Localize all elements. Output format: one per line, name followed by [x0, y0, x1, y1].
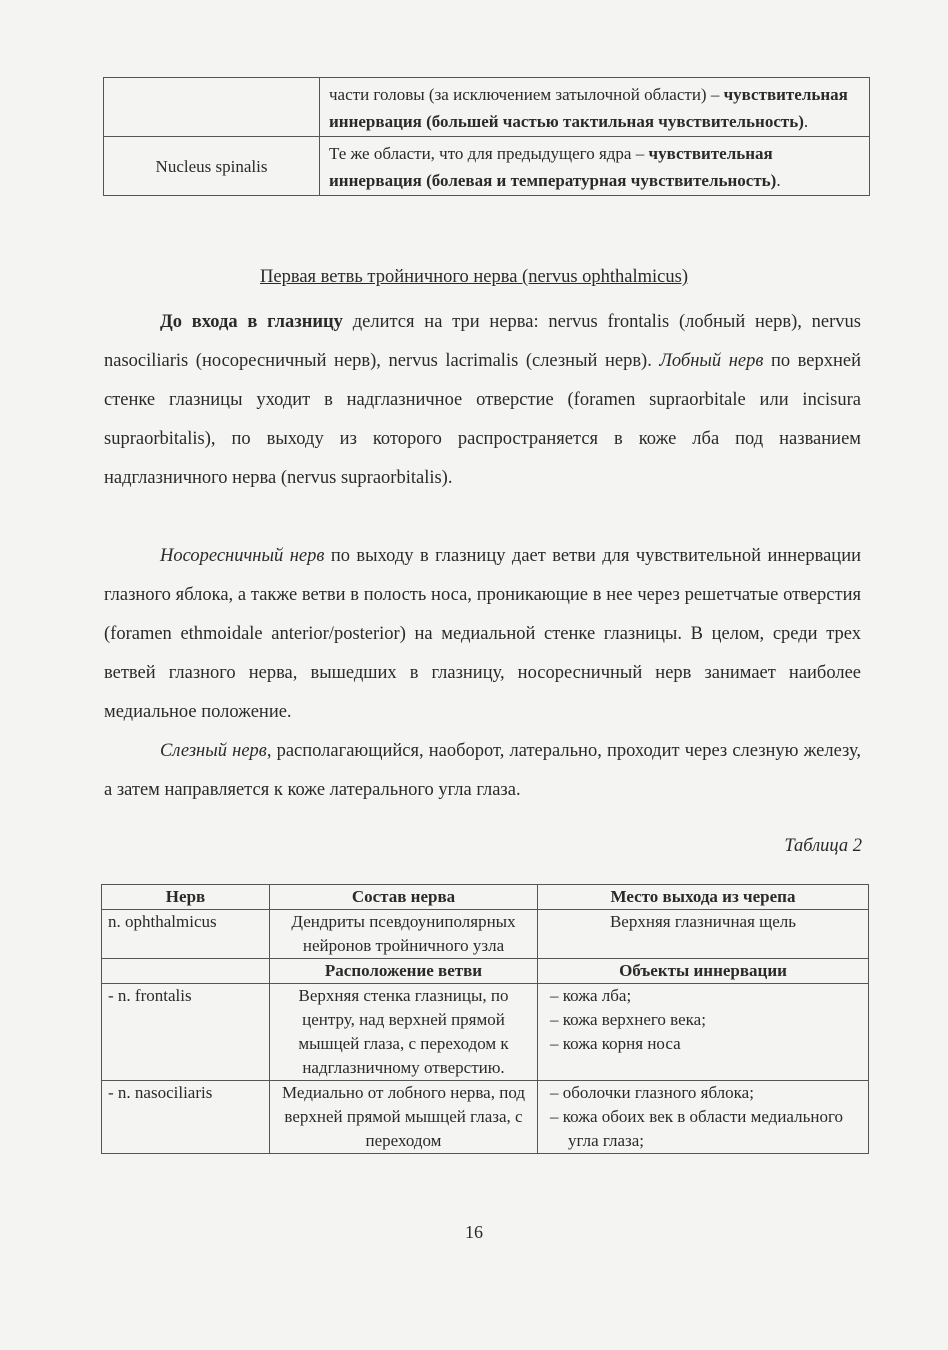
paragraph-2 — [104, 537, 861, 732]
subheader-location: Расположение ветви — [270, 959, 538, 984]
list-item: – кожа лба; — [544, 984, 862, 1008]
table-row — [104, 137, 870, 196]
list-item: – кожа корня носа — [544, 1032, 862, 1056]
location-cell: Медиально от лобного нерва, под верхней прямой мышцей глаза, с переходом — [270, 1081, 538, 1154]
header-nerve: Нерв — [102, 885, 270, 910]
header-composition: Состав нерва — [270, 885, 538, 910]
paragraph-text: по верхней стенке глазницы уходит в надглазничное отверстие (foramen supraorbitale или incisura supraorbitalis), по выходу из которого распространяется в коже лба под названием надглазничного нерва (nervus supraorbitalis). — [104, 351, 861, 488]
paragraph-text: по выходу в глазницу дает ветви для чувствительной иннервации глазного яблока, а также ветви в полость носа, проникающие в нее через решетчатые отверстия (foramen ethmoidale anterior/posterior) на медиальной стенке глазницы. В целом, среди трех ветвей глазного нерва, вышедших в глазницу, носоресничный нерв занимает наиболее медиальное положение. — [104, 546, 862, 722]
innervation-cell — [320, 78, 870, 137]
cell-text: части головы (за исключением затылочной области) – — [329, 85, 724, 104]
exit-cell: Верхняя глазничная щель — [538, 910, 869, 959]
paragraph-italic-term: Носоресничный нерв — [160, 546, 325, 566]
table-row — [102, 910, 869, 959]
paragraph-italic-term: Лобный нерв — [659, 351, 764, 371]
table-row — [102, 984, 869, 1081]
paragraph-1 — [104, 303, 861, 498]
innervation-cell — [320, 137, 870, 196]
paragraph-bold-lead: До входа в глазницу — [160, 312, 343, 332]
nucleus-cell: Nucleus spinalis — [104, 137, 320, 196]
cell-text-end: . — [803, 112, 809, 131]
cell-bold-text: чувствительная иннервация (большей частью тактильная чувствительность) — [329, 85, 848, 131]
nerve-table — [101, 884, 869, 1154]
location-cell: Верхняя стенка глазницы, по центру, над верхней прямой мышцей глаза, с переходом к надглазничному отверстию. — [270, 984, 538, 1081]
targets-list — [544, 1081, 862, 1153]
cell-bold-text: чувствительная иннервация (болевая и температурная чувствительность) — [329, 144, 777, 190]
paragraph-text: делится на три нерва: nervus frontalis (лобный нерв), nervus nasociliaris (носоресничный нерв), nervus lacrimalis (слезный нерв). — [104, 312, 861, 371]
nerve-cell: - n. frontalis — [102, 984, 270, 1081]
cell-text-end: . — [776, 171, 781, 190]
targets-list — [544, 984, 862, 1056]
page-number: 16 — [465, 1222, 483, 1242]
subheader-empty — [102, 959, 270, 984]
list-item: – кожа обоих век в области медиального угла глаза; — [544, 1105, 862, 1153]
list-item: – кожа верхнего века; — [544, 1008, 862, 1032]
header-exit: Место выхода из черепа — [538, 885, 869, 910]
list-item: – оболочки глазного яблока; — [544, 1081, 862, 1105]
section-heading: Первая ветвь тройничного нерва (nervus ophthalmicus) — [260, 267, 688, 287]
cell-text: Те же области, что для предыдущего ядра – — [329, 144, 649, 163]
table-subheader-row — [102, 959, 869, 984]
table-caption: Таблица 2 — [784, 836, 862, 856]
table-header-row — [102, 885, 869, 910]
table-row — [102, 1081, 869, 1154]
subheader-targets: Объекты иннервации — [538, 959, 869, 984]
paragraph-text: , располагающийся, наоборот, латерально, проходит через слезную железу, а затем направляется к коже латерального угла глаза. — [104, 741, 862, 800]
targets-cell — [538, 984, 869, 1081]
paragraph-italic-term: Слезный нерв — [160, 741, 267, 761]
nucleus-cell — [104, 78, 320, 137]
table-row — [104, 78, 870, 137]
innervation-table-continued — [103, 77, 870, 196]
nerve-cell: - n. nasociliaris — [102, 1081, 270, 1154]
targets-cell — [538, 1081, 869, 1154]
paragraph-3 — [104, 732, 861, 810]
nerve-cell: n. ophthalmicus — [102, 910, 270, 959]
composition-cell: Дендриты псевдоуниполярных нейронов тройничного узла — [270, 910, 538, 959]
